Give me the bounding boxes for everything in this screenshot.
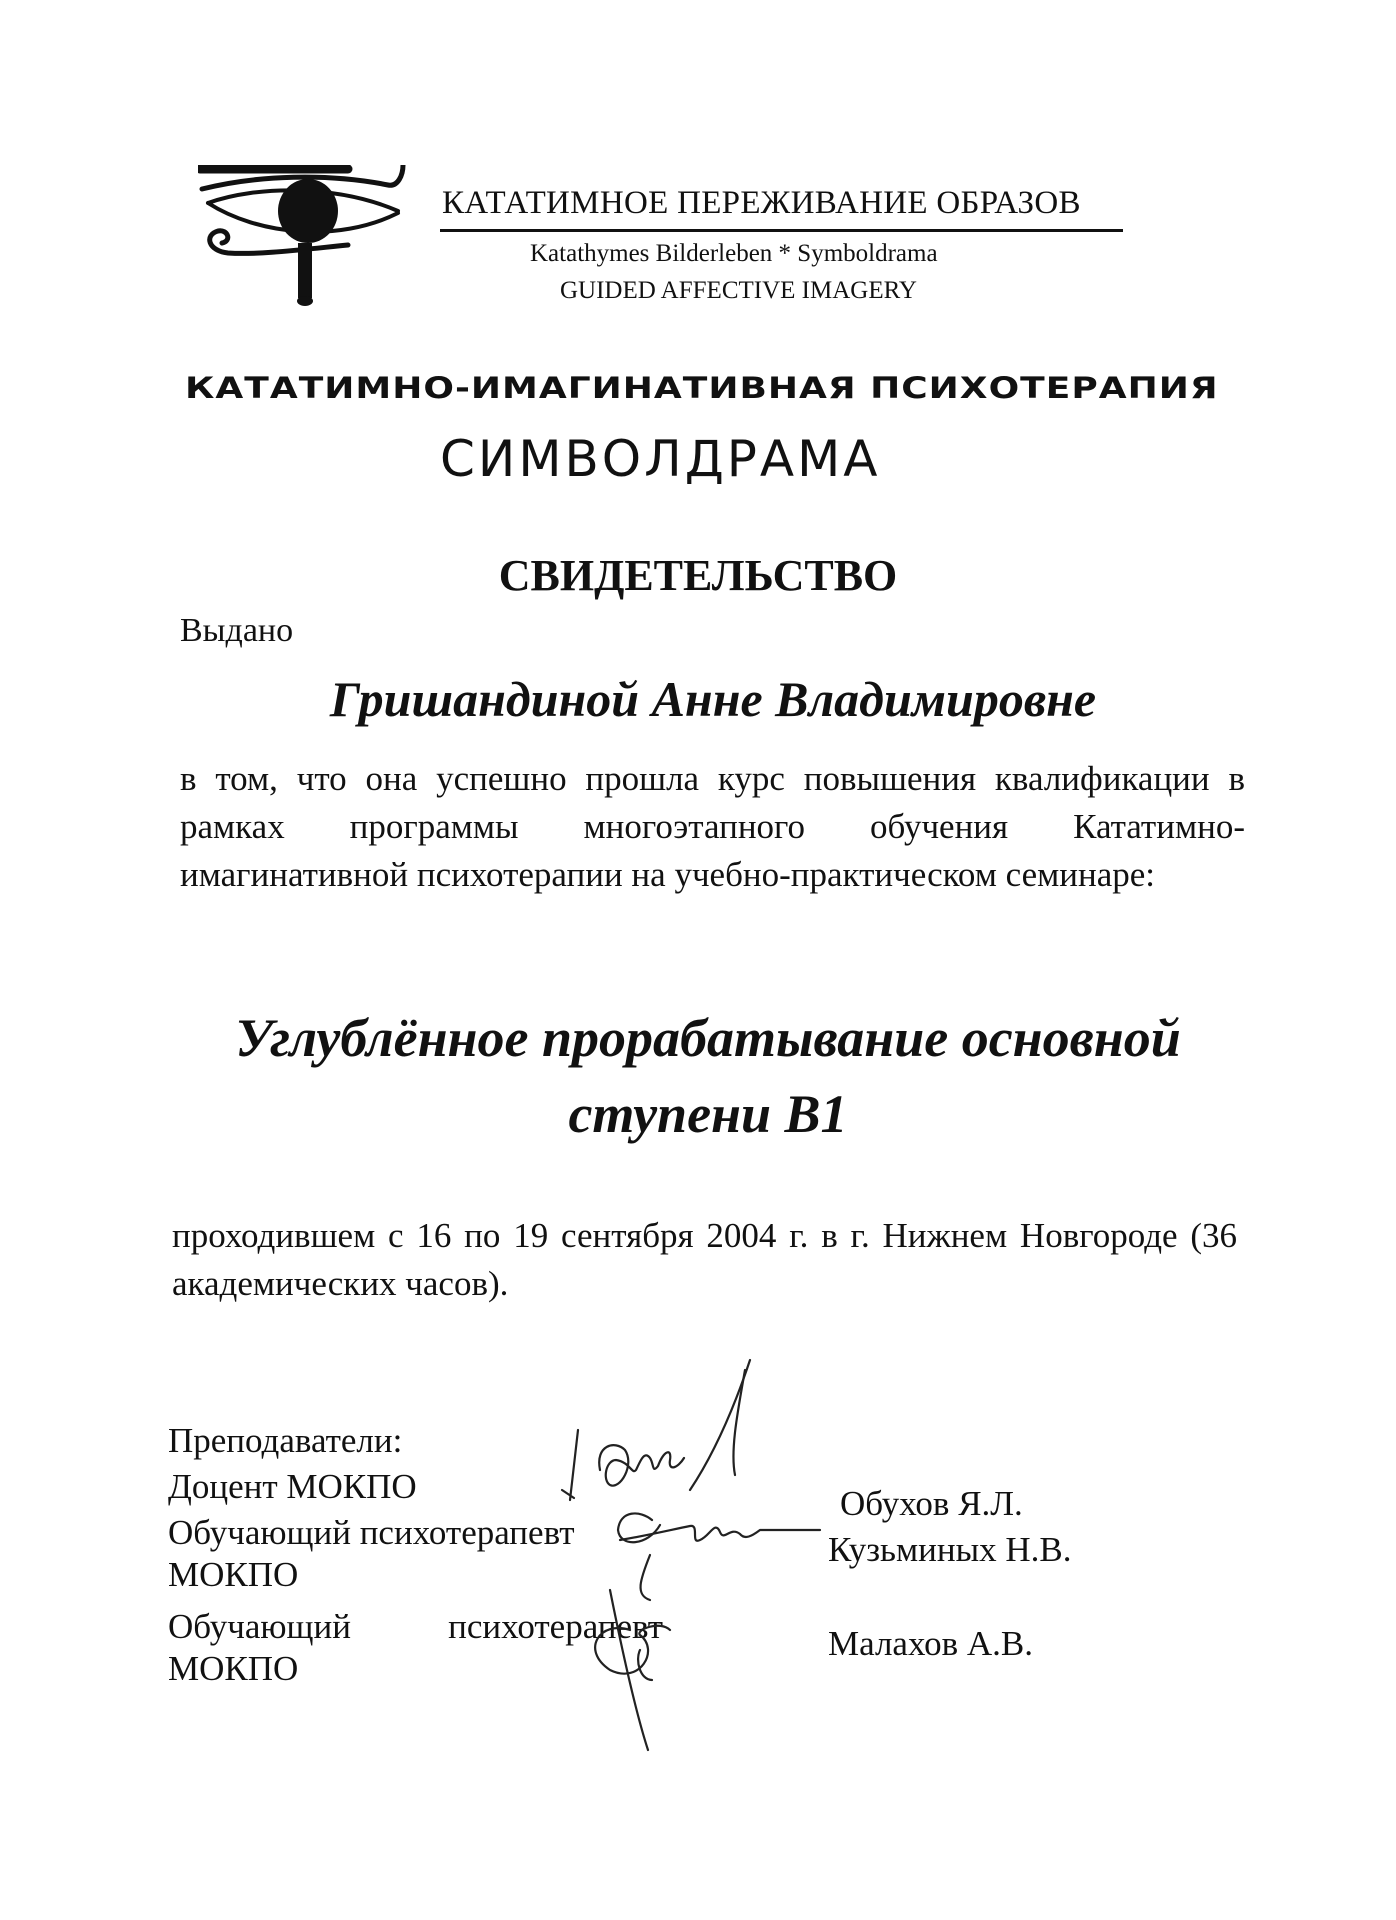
teacher-name-3: Малахов А.В. [828,1624,1034,1663]
teachers-label: Преподаватели: [168,1421,403,1460]
course-period: проходившем с 16 по 19 сентября 2004 г. в г. Нижнем Новгороде (36 академических часов). [172,1216,1237,1303]
organization-title: КАТАТИМНОЕ ПЕРЕЖИВАНИЕ ОБРАЗОВ [442,185,1081,221]
organization-subtitle-english: GUIDED AFFECTIVE IMAGERY [560,277,917,304]
teacher-role-3: Обучающий психотерапевт МОКПО [168,1607,663,1688]
signatures-icon [540,1350,840,1770]
teacher-name-1: Обухов Я.Л. [840,1484,1023,1523]
course-title-line2: ступени В1 [568,1084,848,1144]
course-title-line1: Углублённое прорабатывание основной [235,1008,1181,1068]
eye-of-horus-logo-icon [198,165,413,313]
certificate-body: в том, что она успешно прошла курс повышения квалификации в рамках программы многоэтапного обучения Кататимно-имагинативной психотерапии на учебно-практическом семинаре: [180,759,1245,894]
teacher-role-2: Обучающий психотерапевт МОКПО [168,1513,575,1594]
issued-label: Выдано [180,612,294,649]
teacher-role-1: Доцент МОКПО [168,1467,417,1506]
decorative-heading-line2: СИМВОЛДРАМА [440,430,881,488]
organization-subtitle: Katathymes Bilderleben * Symboldrama [530,240,938,267]
decorative-heading-line1: КАТАТИМНО-ИМАГИНАТИВНАЯ ПСИХОТЕРАПИЯ [185,372,1219,406]
recipient-name: Гришандиной Анне Владимировне [329,671,1097,727]
header-underline [440,229,1123,232]
course-title [0,1000,1396,1152]
teacher-name-2: Кузьминых Н.В. [828,1530,1072,1569]
certificate-title: СВИДЕТЕЛЬСТВО [498,551,898,600]
